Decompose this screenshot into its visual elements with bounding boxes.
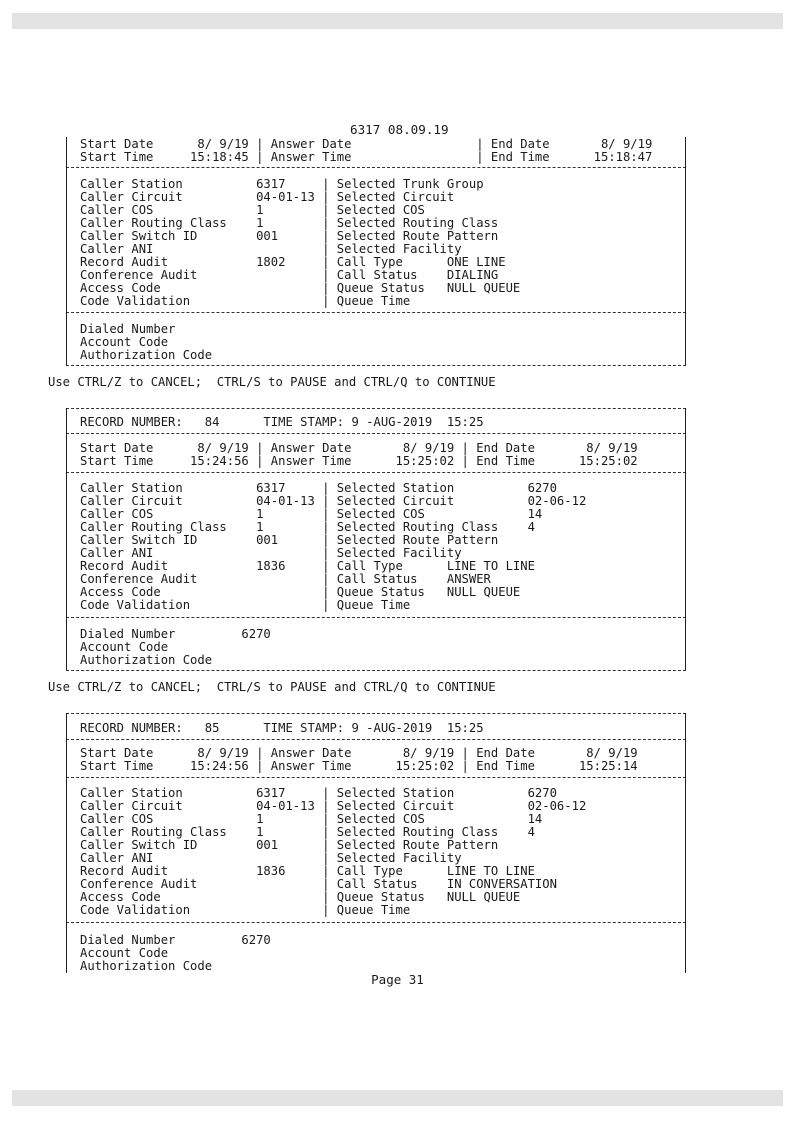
divider [66,617,686,618]
caller-line: Caller Routing Class 1 | Selected Routing Class [80,216,499,230]
dial-line: Dialed Number 6270 [80,933,271,947]
caller-line: Caller Station 6317 | Selected Trunk Group [80,177,484,191]
dial-line: Account Code [80,946,169,960]
divider [66,713,686,714]
caller-line: Code Validation | Queue Time [80,598,411,612]
time-line: Start Date 8/ 9/19 | Answer Date 8/ 9/19 | End Date 8/ 9/19 [80,441,638,455]
divider [66,365,686,366]
caller-line: Caller Circuit 04-01-13 | Selected Circuit 02-06-12 [80,494,587,508]
caller-line: Conference Audit | Call Status ANSWER [80,572,491,586]
caller-line: Code Validation | Queue Time [80,294,411,308]
time-line: Start Date 8/ 9/19 | Answer Date 8/ 9/19 | End Date 8/ 9/19 [80,746,638,760]
divider [66,777,686,778]
dial-line: Account Code [80,640,169,654]
left-border [66,713,67,973]
caller-line: Caller Station 6317 | Selected Station 6270 [80,786,557,800]
divider [66,739,686,740]
time-line: Start Time 15:24:56 | Answer Time 15:25:02 | End Time 15:25:14 [80,759,638,773]
scan-edge-top [12,13,783,29]
scan-edge-bottom [12,1090,783,1106]
caller-line: Caller COS 1 | Selected COS 14 [80,507,543,521]
left-border [66,137,67,365]
caller-line: Record Audit 1836 | Call Type LINE TO LINE [80,559,535,573]
caller-line: Caller Circuit 04-01-13 | Selected Circuit [80,190,455,204]
caller-line: Caller Routing Class 1 | Selected Routing Class 4 [80,520,535,534]
caller-line: Access Code | Queue Status NULL QUEUE [80,585,521,599]
divider [66,472,686,473]
record-number-line: RECORD NUMBER: 85 TIME STAMP: 9 -AUG-2019 15:25 [80,721,484,735]
caller-line: Conference Audit | Call Status IN CONVERSATION [80,877,557,891]
caller-line: Caller ANI | Selected Facility [80,546,462,560]
time-line: Start Time 15:18:45 | Answer Time | End Time 15:18:47 [80,150,653,164]
dial-line: Authorization Code [80,653,213,667]
right-border [685,713,686,973]
caller-line: Access Code | Queue Status NULL QUEUE [80,281,521,295]
record-number-line: RECORD NUMBER: 84 TIME STAMP: 9 -AUG-2019 15:25 [80,415,484,429]
caller-line: Access Code | Queue Status NULL QUEUE [80,890,521,904]
control-hint: Use CTRL/Z to CANCEL; CTRL/S to PAUSE and CTRL/Q to CONTINUE [48,375,496,389]
caller-line: Caller COS 1 | Selected COS [80,203,425,217]
caller-line: Caller Switch ID 001 | Selected Route Pattern [80,229,499,243]
caller-line: Caller ANI | Selected Facility [80,242,462,256]
caller-line: Record Audit 1836 | Call Type LINE TO LINE [80,864,535,878]
left-border [66,408,67,670]
dial-line: Dialed Number [80,322,176,336]
divider [66,433,686,434]
caller-line: Caller Circuit 04-01-13 | Selected Circuit 02-06-12 [80,799,587,813]
caller-line: Record Audit 1802 | Call Type ONE LINE [80,255,506,269]
dial-line: Authorization Code [80,348,213,362]
caller-line: Caller Routing Class 1 | Selected Routing Class 4 [80,825,535,839]
time-line: Start Date 8/ 9/19 | Answer Date | End Date 8/ 9/19 [80,137,653,151]
dial-line: Account Code [80,335,169,349]
divider [66,922,686,923]
dial-line: Dialed Number 6270 [80,627,271,641]
caller-line: Conference Audit | Call Status DIALING [80,268,499,282]
caller-line: Caller ANI | Selected Facility [80,851,462,865]
time-line: Start Time 15:24:56 | Answer Time 15:25:02 | End Time 15:25:02 [80,454,638,468]
control-hint: Use CTRL/Z to CANCEL; CTRL/S to PAUSE and CTRL/Q to CONTINUE [48,680,496,694]
caller-line: Caller Switch ID 001 | Selected Route Pattern [80,838,499,852]
divider [66,408,686,409]
page-number: Page 31 [371,972,424,987]
right-border [685,137,686,365]
caller-line: Code Validation | Queue Time [80,903,411,917]
dial-line: Authorization Code [80,959,213,973]
caller-line: Caller COS 1 | Selected COS 14 [80,812,543,826]
caller-line: Caller Station 6317 | Selected Station 6270 [80,481,557,495]
caller-line: Caller Switch ID 001 | Selected Route Pattern [80,533,499,547]
divider [66,312,686,313]
right-border [685,408,686,670]
page-header: 6317 08.09.19 [350,122,449,137]
divider [66,670,686,671]
divider [66,167,686,168]
